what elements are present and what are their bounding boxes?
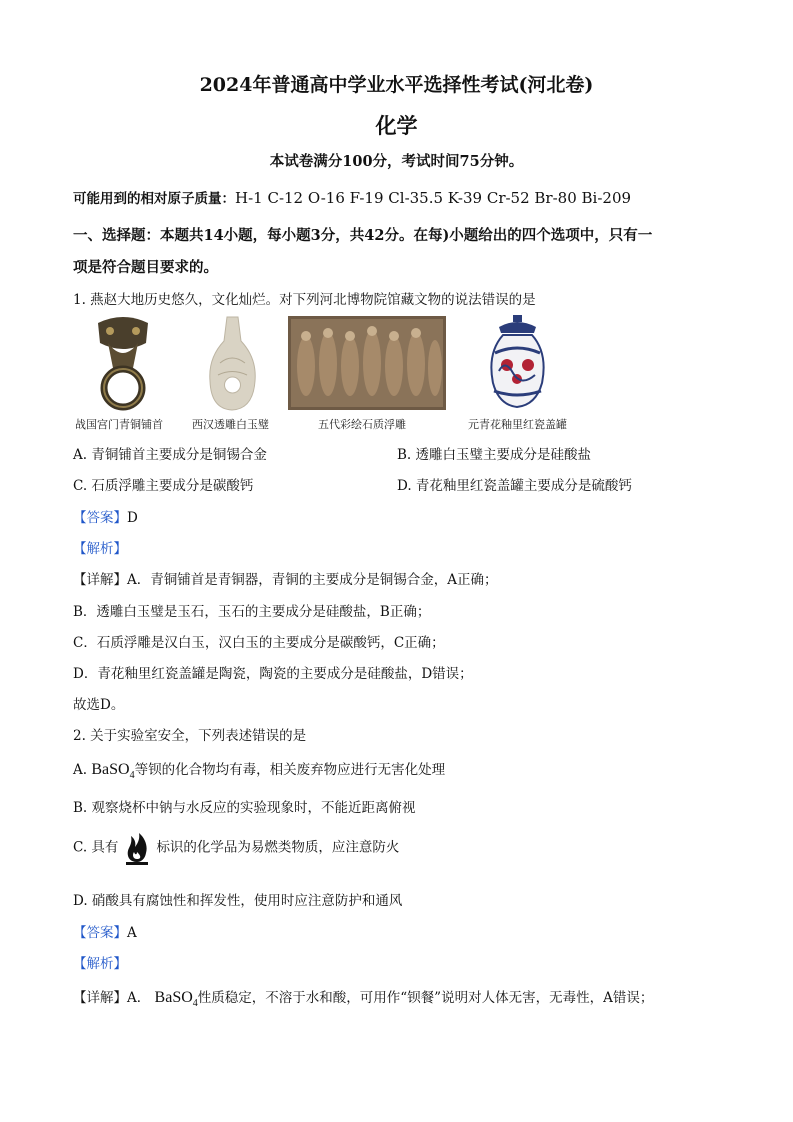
answer-value: D: [127, 510, 138, 526]
formula-subscript: 4: [129, 770, 135, 782]
exam-title: 2024年普通高中学业水平选择性考试(河北卷): [199, 74, 594, 96]
q2-option-d: D. 硝酸具有腐蚀性和挥发性，使用时应注意防护和通风: [73, 893, 403, 909]
detail-text: 性质稳定，不溶于水和酸，可用作“钡餐”说明对人体无害，无毒性，A错误；: [197, 990, 654, 1006]
q1-analysis-tag: 【解析】: [73, 541, 127, 557]
atomic-masses-values: H-1 C-12 O-16 F-19 Cl-35.5 K-39 Cr-52 Br-80 Bi-209: [235, 189, 632, 207]
detail-text: A．青铜铺首是青铜器，青铜的主要成分是铜锡合金，A正确；: [127, 572, 498, 588]
q1-option-b: B. 透雕白玉璧主要成分是硅酸盐: [397, 447, 592, 463]
option-label: C. 具有: [73, 839, 119, 856]
flammable-icon: [120, 828, 154, 868]
q2-answer: [73, 921, 137, 941]
detail-label: A．: [127, 990, 151, 1006]
chem-formula-baso4: [154, 989, 198, 1010]
answer-tag: 【答案】: [73, 925, 127, 941]
option-label: A.: [73, 762, 88, 778]
q1-detail-a: [73, 568, 498, 588]
porcelain-jar-image: [485, 313, 550, 413]
formula-base: BaSO: [91, 761, 130, 778]
bronze-knocker-image: [88, 313, 158, 413]
option-text: 标识的化学品为易燃类物质，应注意防火: [156, 839, 400, 856]
caption-bronze-knocker: 战国宫门青铜铺首: [75, 418, 163, 431]
caption-stone-relief: 五代彩绘石质浮雕: [318, 418, 406, 431]
section-heading-line1: 一、选择题：本题共14小题，每小题3分，共42分。在每)小题给出的四个选项中，只有一: [73, 227, 653, 244]
q1-option-d: D. 青花釉里红瓷盖罐主要成分是硫酸钙: [397, 478, 632, 494]
detail-tag: 【详解】: [73, 990, 127, 1006]
q2-option-a: [73, 758, 445, 781]
detail-tag: 【详解】: [73, 572, 127, 588]
section-heading-line2: 项是符合题目要求的。: [73, 259, 218, 276]
q1-conclusion: 故选D。: [73, 697, 125, 713]
chem-formula-baso4: [91, 761, 135, 782]
q1-detail-c: C．石质浮雕是汉白玉，汉白玉的主要成分是碳酸钙，C正确；: [73, 635, 445, 651]
q1-detail-b: B．透雕白玉璧是玉石，玉石的主要成分是硅酸盐，B正确；: [73, 604, 431, 620]
q2-stem: 2. 关于实验室安全，下列表述错误的是: [73, 728, 307, 744]
q1-detail-d: D．青花釉里红瓷盖罐是陶瓷，陶瓷的主要成分是硅酸盐，D错误；: [73, 666, 473, 682]
answer-value: A: [127, 925, 137, 941]
q2-detail-a: [73, 986, 653, 1009]
q2-analysis-tag: 【解析】: [73, 956, 127, 972]
q2-option-b: B. 观察烧杯中钠与水反应的实验现象时，不能近距离俯视: [73, 800, 416, 816]
formula-subscript: 4: [192, 998, 198, 1010]
answer-tag: 【答案】: [73, 510, 127, 526]
q1-option-c: C. 石质浮雕主要成分是碳酸钙: [73, 478, 254, 494]
q1-option-a: A. 青铜铺首主要成分是铜锡合金: [73, 447, 267, 463]
caption-porcelain-jar: 元青花釉里红瓷盖罐: [468, 418, 567, 431]
option-text: 等钡的化合物均有毒，相关废弃物应进行无害化处理: [134, 762, 446, 778]
q1-answer: [73, 506, 138, 526]
caption-jade-bi: 西汉透雕白玉璧: [192, 418, 269, 431]
jade-bi-image: [205, 313, 260, 413]
atomic-masses: [73, 187, 631, 207]
q2-option-c: [73, 828, 399, 868]
stone-relief-image: [288, 316, 446, 410]
subject-title: 化学: [375, 113, 418, 138]
q1-stem: 1. 燕赵大地历史悠久，文化灿烂。对下列河北博物院馆藏文物的说法错误的是: [73, 292, 536, 308]
exam-info: 本试卷满分100分，考试时间75分钟。: [269, 153, 524, 170]
formula-base: BaSO: [154, 989, 193, 1006]
atomic-masses-label: 可能用到的相对原子质量：: [73, 191, 235, 207]
